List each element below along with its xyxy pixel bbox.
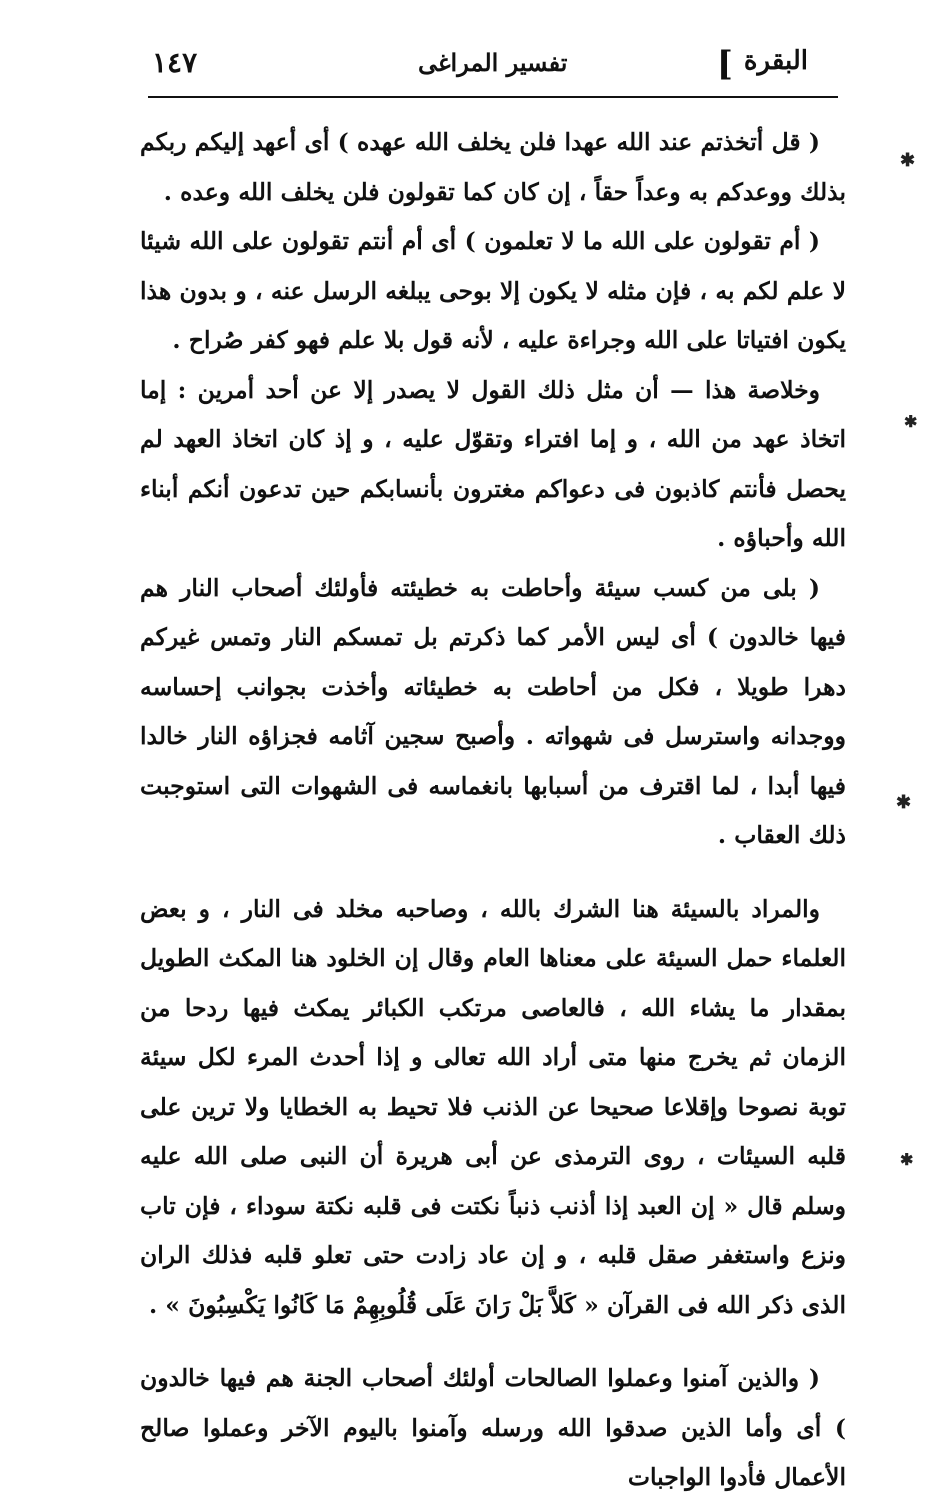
margin-mark-icon: ✱: [896, 792, 912, 813]
margin-mark-icon: ✱: [900, 150, 916, 171]
paragraph: ( والذين آمنوا وعملوا الصالحات أولئك أصحاب الجنة هم فيها خالدون ) أى وأما الذين صدقوا الله ورسله وآمنوا باليوم الآخر وعملوا صالح الأعمال فأدوا الواجبات: [140, 1364, 846, 1491]
page-number: ١٤٧: [152, 46, 198, 79]
paragraph: وخلاصة هذا — أن مثل ذلك القول لا يصدر إلا عن أحد أمرين : إما اتخاذ عهد من الله ، و إما افتراء وتقوّل عليه ، و إذ كان اتخاذ العهد لم يحصل فأنتم كاذبون فى دعواكم مغترون بأنسابكم حين تدعون أنكم أبناء الله وأحباؤه .: [140, 375, 846, 552]
body-text: [140, 118, 846, 1503]
surah-name: البقرة: [743, 46, 808, 76]
page-header: [148, 44, 848, 94]
header-bracket: ]: [716, 44, 733, 84]
paragraph: ( بلى من كسب سيئة وأحاطت به خطيئته فأولئك أصحاب النار هم فيها خالدون ) أى ليس الأمر كما ذكرتم بل تمسكم النار وتمس غيركم دهرا طويلا ، فكل من أحاطت به خطيئاته وأخذت بجوانب إحساسه ووجدانه واسترسل فى شهواته . وأصبح سجين آثامه فجزاؤه النار خالدا فيها أبدا ، لما اقترف من أسبابها بانغماسه فى الشهوات التى استوجبت ذلك العقاب .: [140, 573, 846, 849]
book-title: تفسير المراغى: [418, 48, 568, 77]
paragraph: والمراد بالسيئة هنا الشرك بالله ، وصاحبه مخلد فى النار ، و بعض العلماء حمل السيئة على معناها العام وقال إن الخلود هنا المكث الطويل بمقدار ما يشاء الله ، فالعاصى مرتكب الكبائر يمكث فيها ردحا من الزمان ثم يخرج منها متى أراد الله تعالى و إذا أحدث المرء لكل سيئة توبة نصوحا وإقلاعا صحيحا عن الذنب فلا تحيط به الخطايا ولا ترين على قلبه السيئات ، روى الترمذى عن أبى هريرة أن النبى صلى الله عليه وسلم قال « إن العبد إذا أذنب ذنباً نكتت فى قلبه نكتة سوداء ، فإن تاب ونزع واستغفر صقل قلبه ، و إن عاد زادت حتى تعلو قلبه فذلك الران الذى ذكر الله فى القرآن « كَلاَّ بَلْ رَانَ عَلَى قُلُوبِهِمْ مَا كَانُوا يَكْسِبُونَ » .: [140, 894, 846, 1319]
paragraph: ( قل أتخذتم عند الله عهدا فلن يخلف الله عهده ) أى أعهد إليكم ربكم بذلك ووعدكم به وعداً حقاً ، إن كان كما تقولون فلن يخلف الله وعده .: [140, 128, 846, 206]
margin-mark-icon: ✱: [904, 412, 918, 431]
paragraph: ( أم تقولون على الله ما لا تعلمون ) أى أم أنتم تقولون على الله شيئا لا علم لكم به ، فإن مثله لا يكون إلا بوحى يبلغه الرسل عنه ، و بدون هذا يكون افتياتا على الله وجراءة عليه ، لأنه قول بلا علم فهو كفر صُراح .: [140, 227, 846, 354]
margin-mark-icon: ✱: [900, 1150, 914, 1169]
header-rule: [148, 96, 838, 98]
